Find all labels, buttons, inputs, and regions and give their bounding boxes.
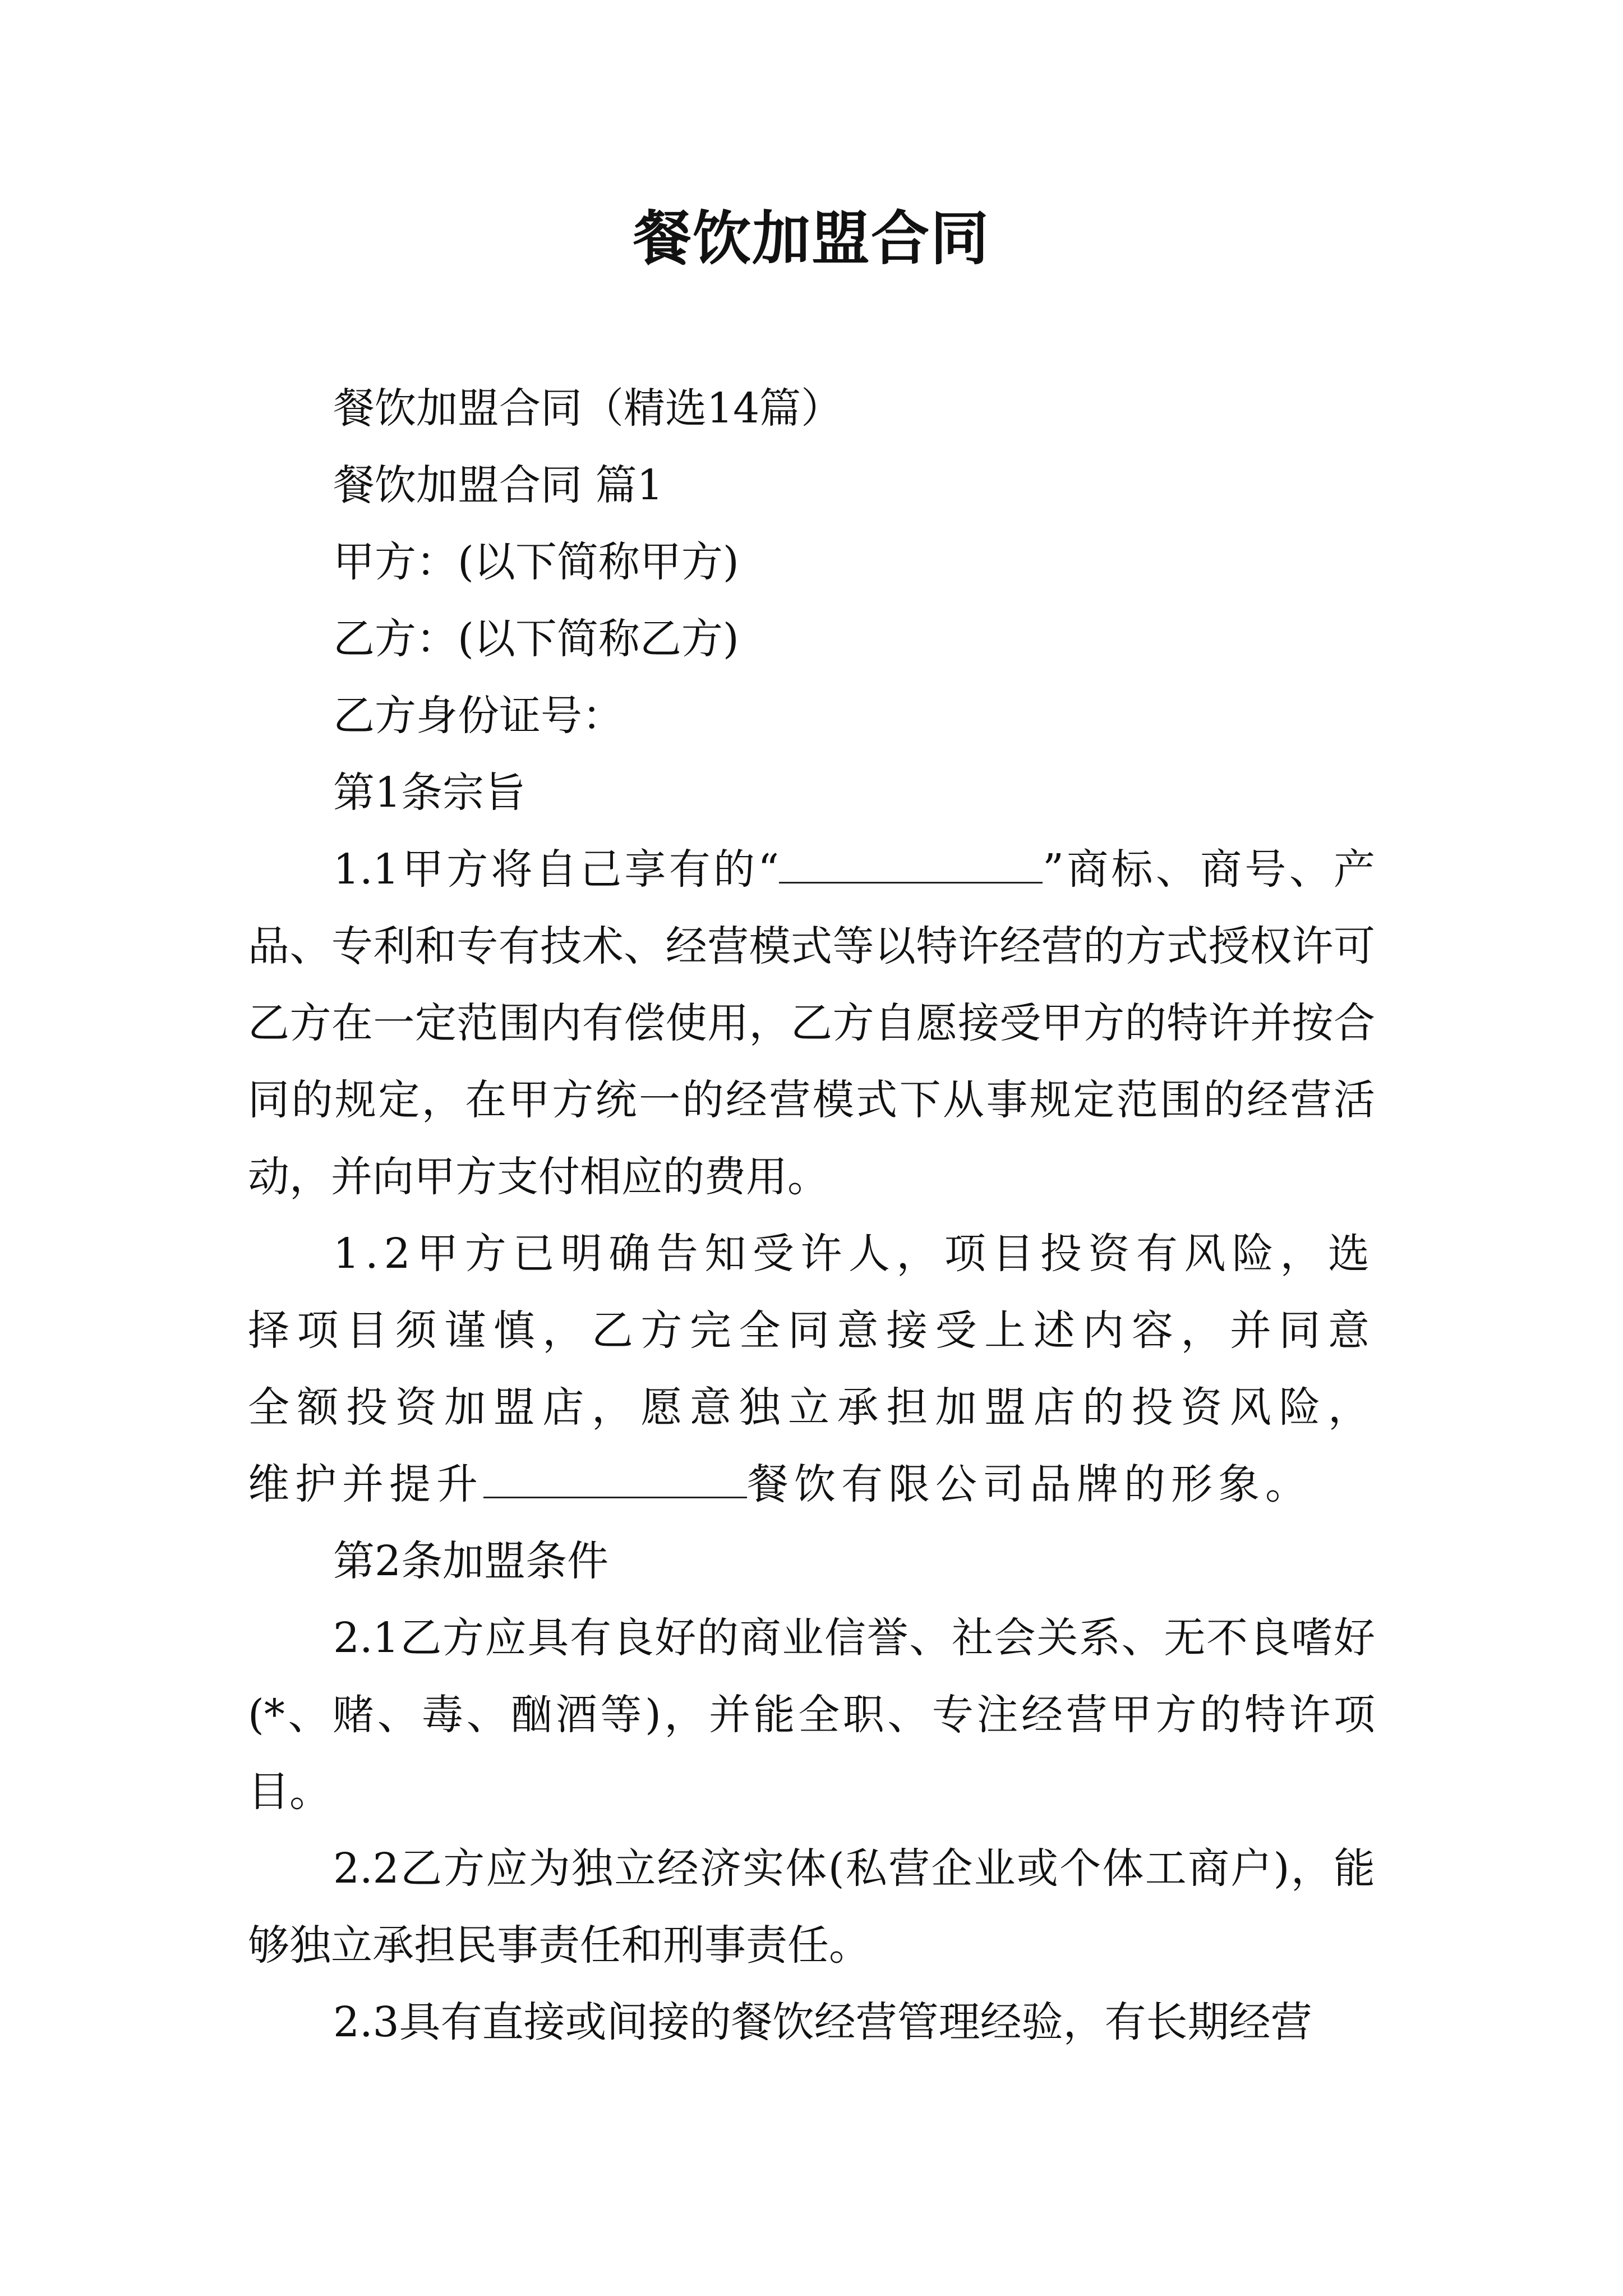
party-b-line: 乙方：(以下简称乙方) xyxy=(333,615,739,663)
party-b-id-line: 乙方身份证号： xyxy=(333,692,624,740)
clause-1-2-suffix: 餐饮有限公司品牌的形象。 xyxy=(747,1460,1312,1508)
clause-1-1 xyxy=(248,831,1375,1216)
document-title: 餐饮加盟合同 xyxy=(633,204,990,273)
company-name-blank xyxy=(483,1457,747,1498)
party-a-line: 甲方：(以下简称甲方) xyxy=(333,538,739,586)
subtitle-line: 餐饮加盟合同（精选14篇） xyxy=(333,384,843,432)
clause-2-2: 2.2乙方应为独立经济实体(私营企业或个体工商户)，能够独立承担民事责任和刑事责任。 xyxy=(248,1844,1375,1970)
clause-1-1-suffix: ”商标、商号、产品、专利和专有技术、经营模式等以特许经营的方式授权许可乙方在一定范围内有偿使用，乙方自愿接受甲方的特许并按合同的规定，在甲方统一的经营模式下从事规定范围的经营活动，并向甲方支付相应的费用。 xyxy=(248,845,1375,1201)
document-body xyxy=(248,370,1375,2061)
article-1-heading: 第1条宗旨 xyxy=(333,769,526,817)
clause-2-3: 2.3具有直接或间接的餐饮经营管理经验，有长期经营 xyxy=(333,1998,1312,2046)
part-heading: 餐饮加盟合同 篇1 xyxy=(333,461,663,509)
article-2-heading: 第2条加盟条件 xyxy=(333,1537,609,1585)
clause-1-2 xyxy=(248,1216,1375,1523)
clause-1-2-text: 1.2甲方已明确告知受许人，项目投资有风险，选择项目须谨慎，乙方完全同意接受上述内容，并同意全额投资加盟店，愿意独立承担加盟店的投资风险，维护并提升 xyxy=(248,1230,1375,1508)
clause-2-1: 2.1乙方应具有良好的商业信誉、社会关系、无不良嗜好(*、赌、毒、酗酒等)，并能全职、专注经营甲方的特许项目。 xyxy=(248,1614,1375,1816)
clause-1-1-prefix: 1.1甲方将自己享有的“ xyxy=(333,845,780,894)
trademark-blank xyxy=(779,843,1043,884)
